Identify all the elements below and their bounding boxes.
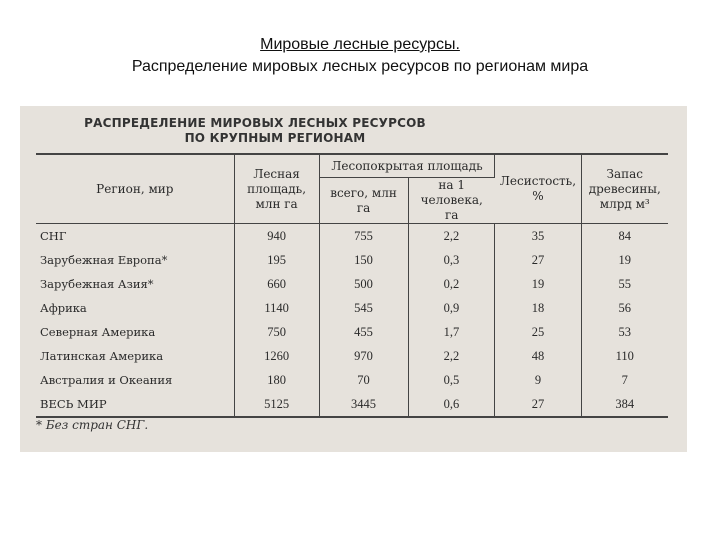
timber-stock-cell: 55 xyxy=(618,276,631,291)
forest-area-cell: 5125 xyxy=(234,392,319,417)
forestation-cell: 18 xyxy=(495,296,581,320)
forest-area-cell: 750 xyxy=(234,320,319,344)
forest-area-cell: 180 xyxy=(234,368,319,392)
per-capita-cell: 0,6 xyxy=(408,392,495,417)
covered-total-cell: 755 xyxy=(319,224,408,249)
slide-title xyxy=(0,34,720,78)
covered-total-cell: 3445 xyxy=(319,392,408,417)
forest-resources-table xyxy=(36,153,668,418)
table-row xyxy=(36,320,668,344)
forest-area-cell: 940 xyxy=(234,224,319,249)
per-capita-cell: 0,3 xyxy=(408,248,495,272)
header-covered-area-group: Лесопокрытая площадь xyxy=(319,154,495,178)
timber-stock-cell: 56 xyxy=(618,300,631,315)
covered-total-cell: 545 xyxy=(319,296,408,320)
timber-stock-cell: 19 xyxy=(618,252,631,267)
table-row xyxy=(36,224,668,249)
header-forest-area: Лесная площадь, млн га xyxy=(234,154,319,224)
slide-title-line2: Распределение мировых лесных ресурсов по регионам мира xyxy=(131,58,589,75)
forest-area-cell: 1140 xyxy=(234,296,319,320)
region-cell: Зарубежная Европа* xyxy=(36,248,234,272)
forestation-cell: 9 xyxy=(495,368,581,392)
covered-total-cell: 970 xyxy=(319,344,408,368)
header-timber-stock: Запас древесины, млрд м³ xyxy=(581,154,668,224)
per-capita-cell: 1,7 xyxy=(408,320,495,344)
header-covered-total: всего, млн га xyxy=(319,178,408,224)
table-row xyxy=(36,272,668,296)
forestation-cell: 25 xyxy=(495,320,581,344)
region-cell: Северная Америка xyxy=(36,320,234,344)
per-capita-cell: 0,2 xyxy=(408,272,495,296)
timber-stock-cell: 7 xyxy=(621,372,628,387)
table-row xyxy=(36,296,668,320)
region-cell: ВЕСЬ МИР xyxy=(36,392,234,417)
forest-area-cell: 1260 xyxy=(234,344,319,368)
footnote: * Без стран СНГ. xyxy=(36,418,149,432)
covered-total-cell: 455 xyxy=(319,320,408,344)
table-heading-line2: ПО КРУПНЫМ РЕГИОНАМ xyxy=(184,131,366,145)
covered-total-cell: 70 xyxy=(319,368,408,392)
covered-total-cell: 150 xyxy=(319,248,408,272)
forestation-cell: 27 xyxy=(495,248,581,272)
per-capita-cell: 2,2 xyxy=(408,224,495,249)
region-cell: СНГ xyxy=(36,224,234,249)
table-body xyxy=(36,224,668,418)
region-cell: Зарубежная Азия* xyxy=(36,272,234,296)
table-row xyxy=(36,392,668,417)
forest-area-cell: 660 xyxy=(234,272,319,296)
per-capita-cell: 0,9 xyxy=(408,296,495,320)
per-capita-cell: 2,2 xyxy=(408,344,495,368)
timber-stock-cell: 110 xyxy=(615,348,634,363)
region-cell: Африка xyxy=(36,296,234,320)
header-forestation: Лесистость, % xyxy=(495,154,581,224)
forestation-cell: 35 xyxy=(495,224,581,249)
forestation-cell: 19 xyxy=(495,272,581,296)
region-cell: Латинская Америка xyxy=(36,344,234,368)
timber-stock-cell: 384 xyxy=(581,392,668,417)
timber-stock-cell: 84 xyxy=(618,228,631,243)
timber-stock-cell: 53 xyxy=(618,324,631,339)
slide-title-line1: Мировые лесные ресурсы. xyxy=(260,36,460,53)
table-row xyxy=(36,248,668,272)
per-capita-cell: 0,5 xyxy=(408,368,495,392)
header-covered-per-capita: на 1 человека, га xyxy=(408,178,495,224)
forestation-cell: 27 xyxy=(495,392,581,417)
covered-total-cell: 500 xyxy=(319,272,408,296)
table-heading-line1: РАСПРЕДЕЛЕНИЕ МИРОВЫХ ЛЕСНЫХ РЕСУРСОВ xyxy=(84,116,426,130)
table-heading xyxy=(20,116,490,146)
table-row xyxy=(36,368,668,392)
table-row xyxy=(36,344,668,368)
region-cell: Австралия и Океания xyxy=(36,368,234,392)
forestation-cell: 48 xyxy=(495,344,581,368)
forest-area-cell: 195 xyxy=(234,248,319,272)
scanned-table-image xyxy=(20,106,687,452)
header-region: Регион, мир xyxy=(36,154,234,224)
